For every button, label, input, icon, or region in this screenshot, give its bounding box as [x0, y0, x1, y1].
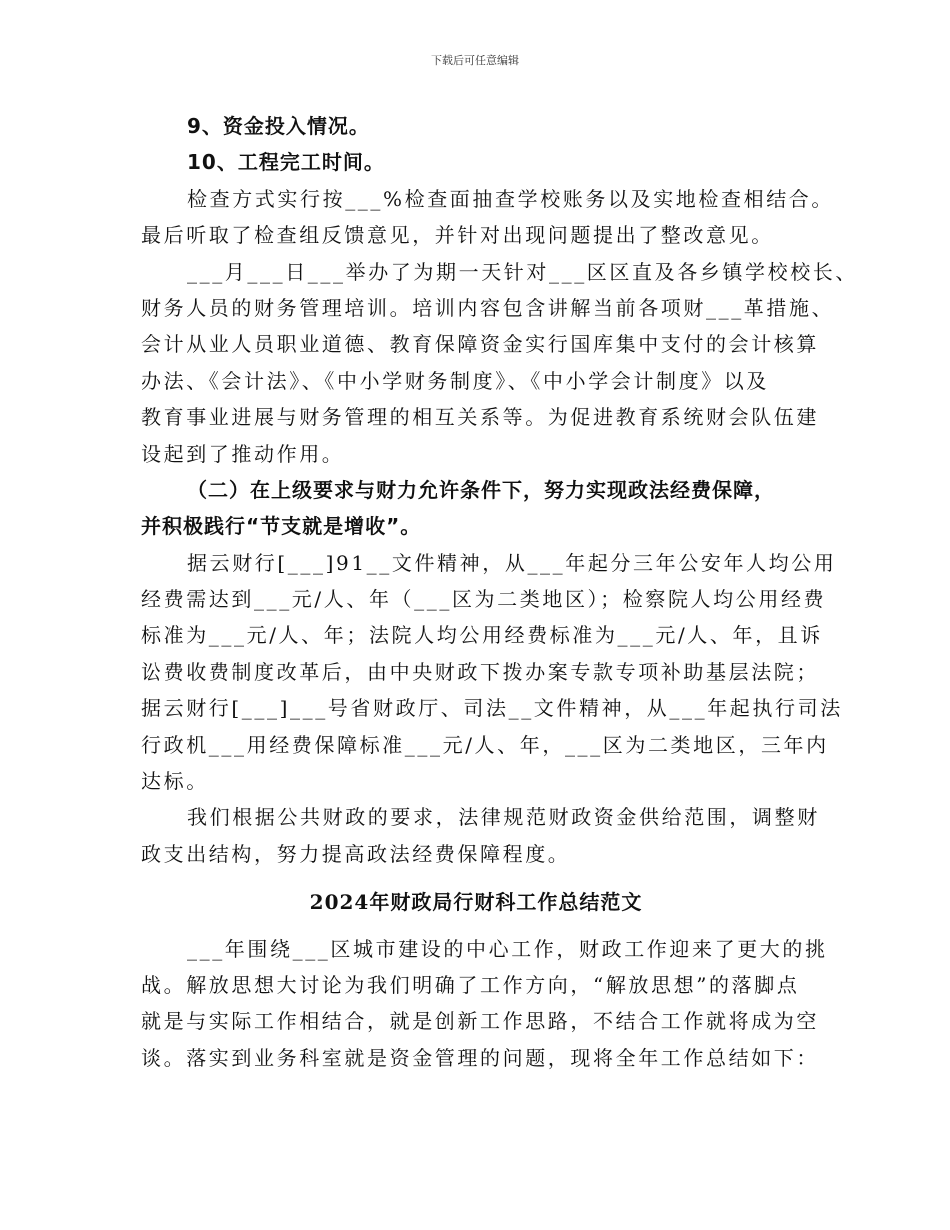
- paragraph-line: 办法、《会计法》、《中小学财务制度》、《中小学会计制度》以及: [141, 368, 769, 393]
- list-item-10: 10、工程完工时间。: [187, 150, 385, 175]
- paragraph-line: 检查方式实行按___%检查面抽查学校账务以及实地检查相结合。: [187, 186, 835, 211]
- paragraph-funding-standards: [141, 545, 843, 800]
- paragraph-line: 经费需达到___元/人、年（___区为二类地区）；检察院人均公用经费: [141, 587, 827, 612]
- heading-line: 并积极践行“节支就是增收”。: [141, 514, 422, 539]
- paragraph-line: 标准为___元/人、年；法院人均公用经费标准为___元/人、年，且诉: [141, 623, 823, 648]
- paragraph-line: 我们根据公共财政的要求，法律规范财政资金供给范围，调整财: [187, 805, 820, 830]
- paragraph-public-finance: [141, 799, 820, 872]
- paragraph-line: 最后听取了检查组反馈意见，并针对出现问题提出了整改意见。: [141, 223, 774, 248]
- section-heading-2: [141, 472, 811, 545]
- paragraph-line: ___年围绕___区城市建设的中心工作，财政工作迎来了更大的挑: [187, 936, 828, 961]
- paragraph-line: 会计从业人员职业道德、教育保障资金实行国库集中支付的会计核算: [141, 332, 819, 357]
- list-item-9: 9、资金投入情况。: [187, 114, 370, 138]
- paragraph-line: ___月___日___举办了为期一天针对___区区直及各乡镇学校校长、: [187, 259, 858, 284]
- document-body: [141, 108, 858, 1076]
- paragraph-line: 战。解放思想大讨论为我们明确了工作方向，“解放思想”的落脚点: [141, 972, 800, 997]
- paragraph-line: 达标。: [141, 769, 209, 794]
- heading-line: （二）在上级要求与财力允许条件下，努力实现政法经费保障，: [187, 477, 775, 502]
- paragraph-line: 据云财行[___]___号省财政厅、司法__文件精神，从___年起执行司法: [141, 696, 843, 721]
- paragraph-line: 行政机___用经费保障标准___元/人、年，___区为二类地区，三年内: [141, 732, 829, 757]
- paragraph-line: 就是与实际工作相结合，就是创新工作思路，不结合工作就将成为空: [141, 1009, 819, 1034]
- paragraph-line: 政支出结构，努力提高政法经费保障程度。: [141, 841, 571, 866]
- paragraph-inspection-method: [141, 181, 835, 254]
- paragraph-training: [141, 254, 858, 472]
- header-note: 下载后可任意编辑: [431, 54, 519, 67]
- paragraph-annual-summary: [141, 931, 828, 1077]
- paragraph-line: 设起到了推动作用。: [141, 441, 345, 466]
- paragraph-line: 讼费收费制度改革后，由中央财政下拨办案专款专项补助基层法院；: [141, 659, 819, 684]
- document-title: 2024年财政局行财科工作总结范文: [309, 890, 643, 915]
- paragraph-line: 教育事业进展与财务管理的相互关系等。为促进教育系统财会队伍建: [141, 405, 819, 430]
- paragraph-line: 财务人员的财务管理培训。培训内容包含讲解当前各项财___革措施、: [141, 295, 835, 320]
- paragraph-line: 谈。落实到业务科室就是资金管理的问题，现将全年工作总结如下：: [141, 1045, 819, 1070]
- paragraph-line: 据云财行[___]91__文件精神，从___年起分三年公安年人均公用: [187, 550, 837, 575]
